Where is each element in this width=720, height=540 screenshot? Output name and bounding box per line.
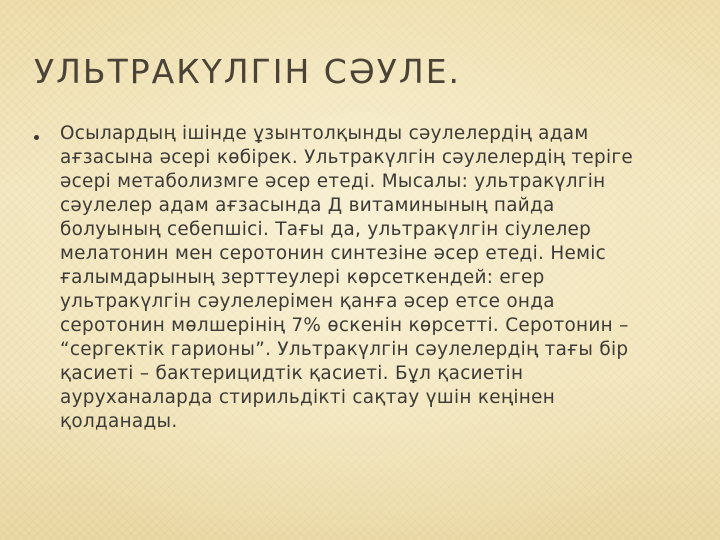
bullet-line: серотонин мөлшерінің 7% өскенін көрсетті. Серотонин – [60,315,629,336]
bullet-paragraph [60,122,700,434]
bullet-line: ультракүлгін сәулелерімен қанға әсер етсе онда [60,291,555,312]
bullet-line: сәулелер адам ағзасында Д витаминының пайда [60,195,555,216]
bullet-line: әсері метаболизмге әсер етеді. Мысалы: ультракүлгін [60,171,606,192]
bullet-line: ғалымдарының зерттеулері көрсеткендей: егер [60,267,545,288]
bullet-line: қолданады. [60,411,178,432]
bullet-line: болуының себепшісі. Тағы да, ультракүлгін сіулелер [60,219,592,240]
bullet-line: Осылардың ішінде ұзынтолқынды сәулелердің адам [60,123,589,144]
bullet-line: мелатонин мен серотонин синтезіне әсер етеді. Неміс [60,243,607,264]
bullet-line: қасиеті – бактерицидтік қасиеті. Бұл қасиетін [60,363,524,384]
bullet-line: “сергектік гарионы”. Ультракүлгін сәулелердің тағы бір [60,339,629,360]
slide-title: УЛЬТРАКҮЛГІН СӘУЛЕ. [34,52,462,91]
bullet-line: ағзасына әсері көбірек. Ультракүлгін сәулелердің теріге [60,147,633,168]
bullet-icon [34,135,39,140]
bullet-line: ауруханаларда стирильдікті сақтау үшін кеңінен [60,387,556,408]
